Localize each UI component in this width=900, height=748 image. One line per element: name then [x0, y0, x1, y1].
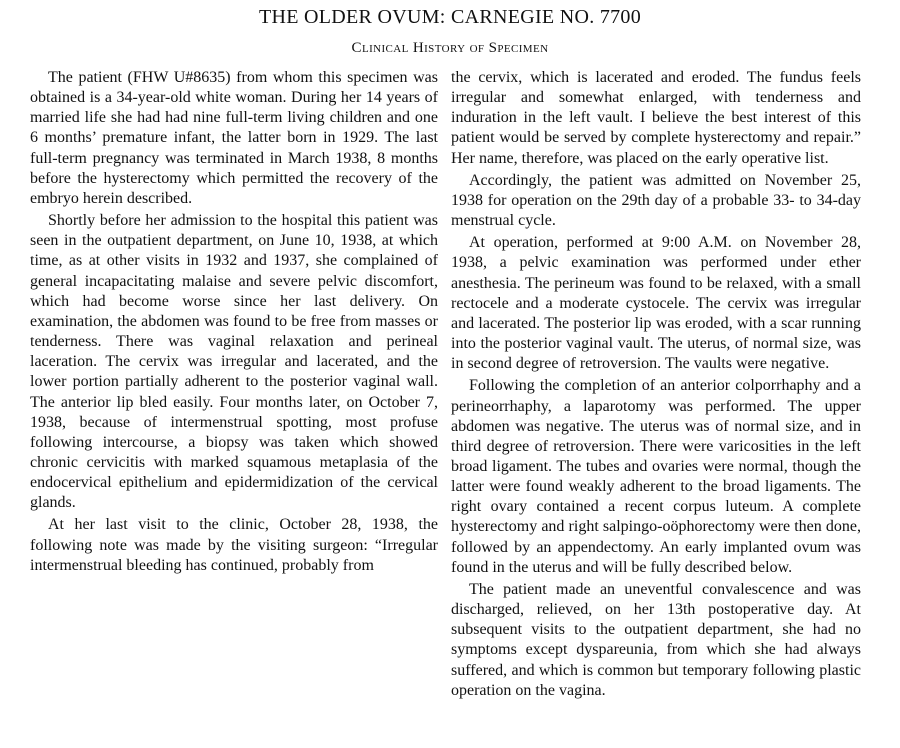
- paragraph-last-clinic-visit: At her last visit to the clinic, October 28, 1938, the following note was made by the visiting surgeon: “Irregular intermenstrual bleeding has continued, probably from: [30, 516, 438, 574]
- paragraph-admission: Accordingly, the patient was admitted on November 25, 1938 for operation on the 29th day of a probable 33- to 34-day menstrual cycle.: [451, 171, 861, 230]
- left-column: [30, 68, 438, 576]
- paragraph-operation: At operation, performed at 9:00 A.M. on November 28, 1938, a pelvic examination was performed under ether anesthesia. The perineum was found to be relaxed, with a small rectocele and a moderate cystocele. The cervix was irregular and lacerated. The posterior lip was eroded, with a scar running into the posterior vaginal vault. The uterus, of normal size, was in second degree of retroversion. The vaults were negative.: [451, 234, 861, 373]
- paragraph-surgeon-note-continued: the cervix, which is lacerated and eroded. The fundus feels irregular and somewhat enlarged, with tenderness and induration in the left vault. I believe the best interest of this patient would be served by complete hysterectomy and repair.” Her name, therefore, was placed on the early operative list.: [451, 69, 861, 167]
- page-title: THE OLDER OVUM: CARNEGIE NO. 7700: [258, 6, 642, 28]
- section-heading: Clinical History of Specimen: [351, 40, 549, 56]
- paragraph-outpatient-visits: Shortly before her admission to the hospital this patient was seen in the outpatient department, on June 10, 1938, at which time, as at other visits in 1932 and 1937, she complained of general incapacitating malaise and severe pelvic discomfort, which had become worse since her last delivery. On examination, the abdomen was found to be free from masses or tenderness. There was vaginal relaxation and perineal laceration. The cervix was irregular and lacerated, and the lower portion partially adherent to the posterior vaginal wall. The anterior lip bled easily. Four months later, on October 7, 1938, because of intermenstrual spotting, most profuse following intercourse, a biopsy was taken which showed chronic cervicitis with marked squamous metaplasia of the endocervical epithelium and epidermidization of the cervical glands.: [30, 212, 438, 512]
- paragraph-patient-background: The patient (FHW U#8635) from whom this specimen was obtained is a 34-year-old white woman. During her 14 years of married life she had had nine full-term living children and one 6 months’ premature infant, the latter born in 1929. The last full-term pregnancy was terminated in March 1938, 8 months before the hysterectomy which permitted the recovery of the embryo herein described.: [30, 69, 438, 207]
- paragraph-laparotomy: Following the completion of an anterior colporrhaphy and a perineorrhaphy, a laparotomy was performed. The upper abdomen was negative. The uterus was of normal size, and in third degree of retroversion. There were varicosities in the left broad ligament. The tubes and ovaries were normal, though the latter were found weakly adherent to the broad ligaments. The right ovary contained a recent corpus luteum. A complete hysterectomy and right salpingo-oöphorectomy were then done, followed by an appendectomy. An early implanted ovum was found in the uterus and will be fully described below.: [451, 377, 861, 576]
- right-column: [451, 68, 861, 701]
- paragraph-convalescence: The patient made an uneventful convalescence and was discharged, relieved, on her 13th postoperative day. At subsequent visits to the outpatient department, she had no symptoms except dyspareunia, from which she had always suffered, and which is common but temporary following plastic operation on the vagina.: [451, 580, 861, 699]
